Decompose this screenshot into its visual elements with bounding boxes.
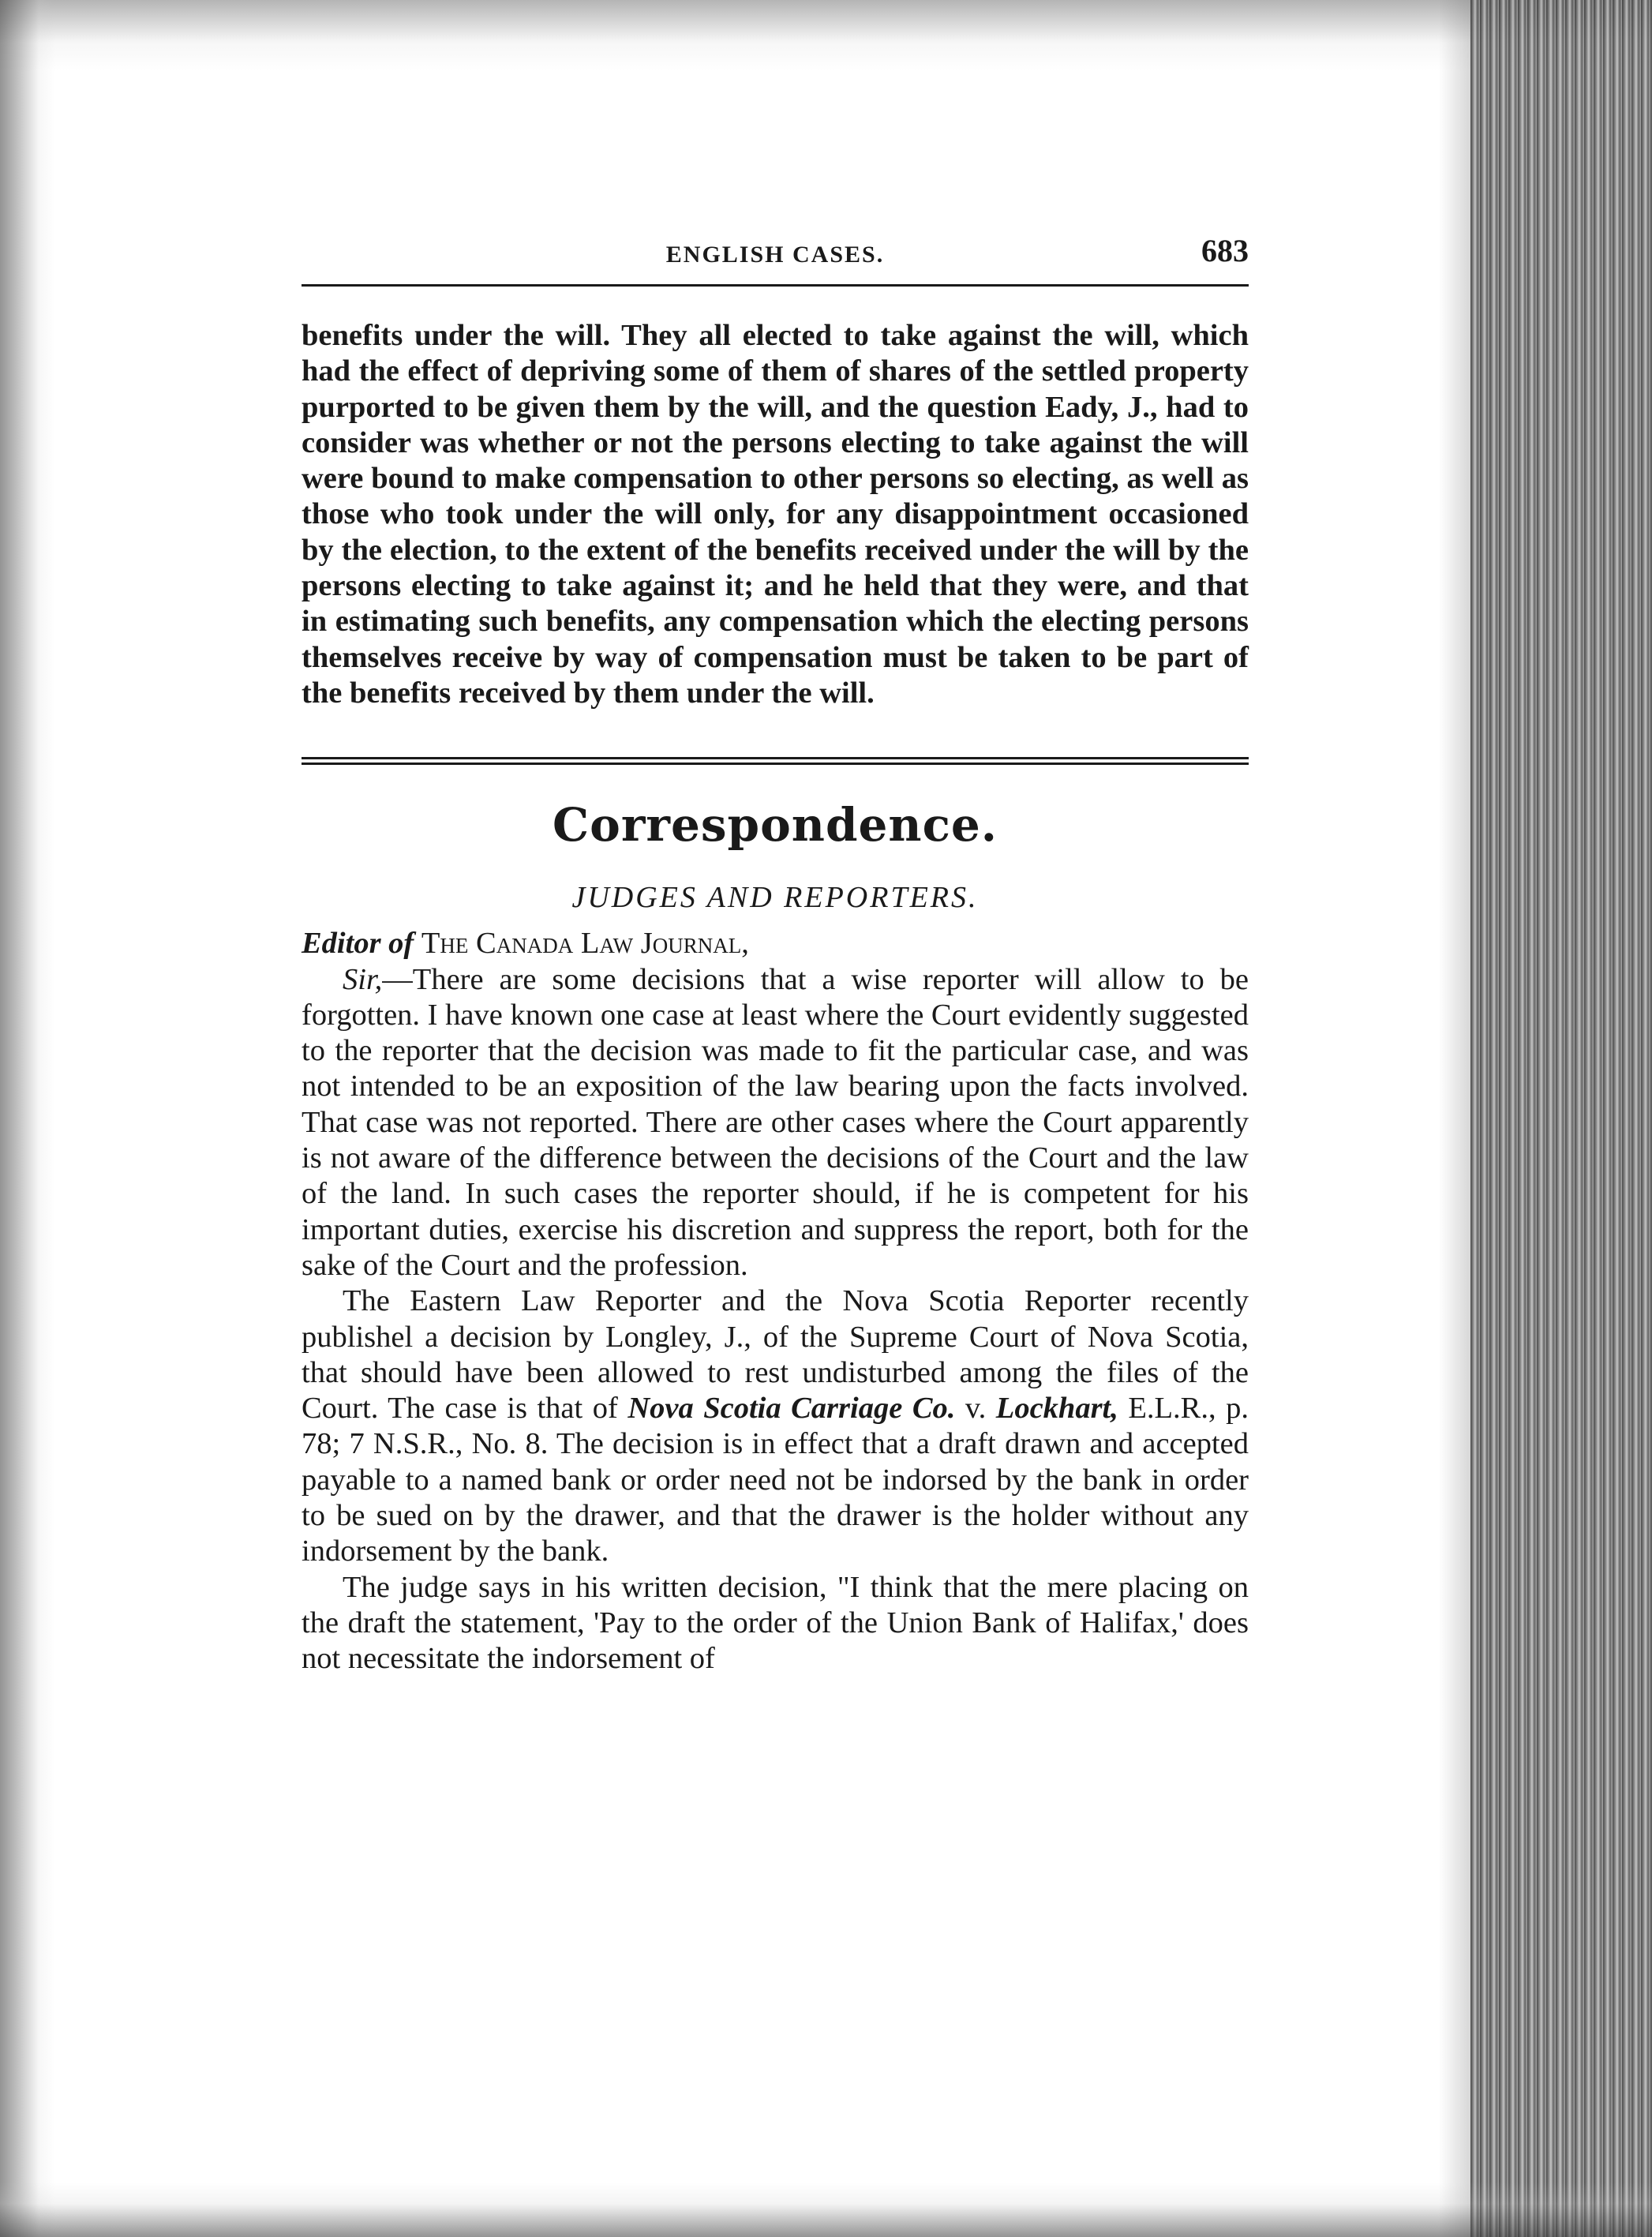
salutation bbox=[302, 926, 1249, 961]
page-body bbox=[302, 229, 1249, 1677]
scan-edge-top bbox=[0, 0, 1652, 71]
page-number: 683 bbox=[1201, 233, 1249, 268]
letter-title: JUDGES AND REPORTERS. bbox=[571, 881, 979, 915]
salutation-editor: Editor of bbox=[302, 927, 414, 961]
running-title: ENGLISH CASES. bbox=[665, 242, 885, 268]
sir-salutation: Sir, bbox=[343, 962, 383, 996]
section-divider bbox=[302, 757, 1249, 765]
salutation-journal: The Canada Law Journal, bbox=[421, 927, 749, 961]
letter-paragraph-1 bbox=[302, 962, 1249, 1284]
letter-paragraph-2-before: The Eastern Law Reporter and the Nova Scotia Reporter recently publishel a decision by Longley, J., of the Supreme Court of Nova Scotia, that should have been allowed to rest undisturbed among the files of the Court. The case is that of bbox=[302, 1284, 1249, 1426]
case-name-2: Lockhart, bbox=[995, 1392, 1118, 1426]
letter-paragraph-3: The judge says in his written decision, "I think that the mere placing on the draft the statement, 'Pay to the order of the Union Bank of Halifax,' does not necessitate the indorsement of bbox=[302, 1570, 1249, 1676]
letter-paragraph-2-after: E.L.R., p. 78; 7 N.S.R., No. 8. The decision is in effect that a draft drawn and accepted payable to a named bank or order need not be indorsed by the bank in order to be sued on by the drawer, and that the drawer is the holder without any indorsement by the bank. bbox=[302, 1392, 1249, 1568]
scan-edge-right bbox=[1470, 0, 1652, 2237]
letter-paragraph-1-text: —There are some decisions that a wise reporter will allow to be forgotten. I have known one case at least where the Court evidently suggested to the reporter that the decision was made to fit the particular case, and was not intended to be an exposition of the law bearing upon the facts involved. That case was not reported. There are other cases where the Court apparently is not aware of the difference between the decisions of the Court and the law of the land. In such cases the reporter should, if he is competent for his important duties, exercise his discretion and suppress the report, both for the sake of the Court and the profession. bbox=[302, 962, 1249, 1282]
header-rule bbox=[302, 284, 1249, 287]
letter-paragraph-2 bbox=[302, 1283, 1249, 1569]
case-name-1: Nova Scotia Carriage Co. bbox=[627, 1392, 956, 1426]
case-note-paragraph: benefits under the will. They all elected to take against the will, which had the effect of depriving some of them of shares of the settled property purported to be given them by the will, and the question Eady, J., had to consider was whether or not the persons electing to take against the will were bound to make compensation to other persons so electing, as well as those who took under the will only, for any disappointment occasioned by the election, to the extent of the benefits received under the will by the persons electing to take against it; and he held that they were, and that in estimating such benefits, any compensation which the electing persons themselves receive by way of compensation must be taken to be part of the benefits received by them under the will. bbox=[302, 319, 1249, 710]
scan-edge-bottom bbox=[0, 2182, 1652, 2237]
running-head bbox=[302, 229, 1249, 270]
case-versus: v. bbox=[965, 1392, 987, 1426]
scan-edge-left bbox=[0, 0, 55, 2237]
section-heading: Correspondence. bbox=[553, 798, 998, 852]
